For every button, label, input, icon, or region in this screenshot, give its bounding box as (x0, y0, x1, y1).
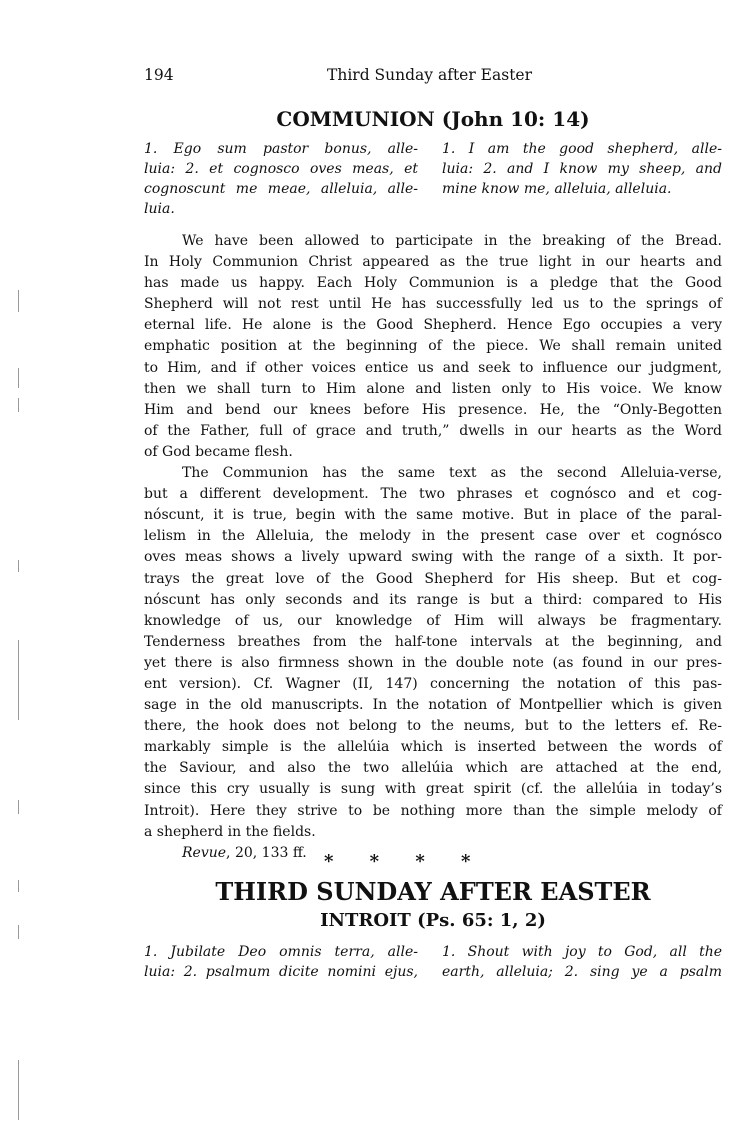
text-line: ent version). Cf. Wagner (II, 147) concerning the notation of this pas- (144, 675, 722, 692)
latin-column (144, 139, 418, 219)
introit-heading: INTROIT (Ps. 65: 1, 2) (320, 910, 546, 931)
latin-line: luia. (144, 201, 175, 217)
english-line: 1. Shout with joy to God, all the (442, 944, 722, 960)
latin-column (144, 942, 418, 982)
text-line: sage in the old manuscripts. In the notation of Montpellier which is given (144, 697, 722, 714)
text-line: oves meas shows a lively upward swing with the range of a sixth. It por- (144, 549, 722, 566)
text-line: We have been allowed to participate in the breaking of the Bread. (182, 233, 722, 249)
text-line: of the Father, full of grace and truth,” dwells in our hearts as the Word (144, 422, 722, 439)
text-line: Shepherd will not rest until He has successfully led us to the springs of (144, 296, 722, 313)
english-line: earth, alleluia; 2. sing ye a psalm (442, 964, 722, 980)
text-line: knowledge of us, our knowledge of Him will always be fragmentary. (144, 612, 722, 629)
text-line: nóscunt has only seconds and its range is but a third: compared to His (144, 591, 722, 608)
text-line: emphatic position at the beginning of the piece. We shall remain united (144, 338, 722, 355)
text-line: a shepherd in the fields. (144, 823, 316, 840)
communion-heading: COMMUNION (John 10: 14) (276, 107, 590, 131)
english-line: luia: 2. and I know my sheep, and (442, 161, 722, 177)
text-line: Tenderness breathes from the half-tone intervals at the beginning, and (144, 633, 722, 650)
running-title: Third Sunday after Easter (327, 66, 533, 84)
latin-line: 1. Ego sum pastor bonus, alle- (144, 141, 418, 157)
text-line: trays the great love of the Good Shepherd for His sheep. But et cog- (144, 570, 722, 587)
text-line: has made us happy. Each Holy Communion is a pledge that the Good (144, 275, 722, 292)
reference-location: , 20, 133 ff. (226, 844, 307, 861)
latin-line: luia: 2. et cognosco oves meas, et (144, 161, 418, 177)
text-line: of God became flesh. (144, 443, 293, 460)
section-separator: * * * * (324, 851, 471, 872)
text-line: lelism in the Alleluia, the melody in the present case over et cognósco (144, 528, 722, 545)
text-line: but a different development. The two phrases et cognósco and et cog- (144, 486, 722, 503)
scan-margin-marks (0, 0, 30, 1123)
text-line: In Holy Communion Christ appeared as the true light in our hearts and (144, 254, 722, 271)
text-line: yet there is also firmness shown in the double note (as found in our pres- (144, 654, 722, 671)
english-column (442, 942, 722, 982)
running-head (144, 66, 722, 88)
text-line: since this cry usually is sung with great spirit (cf. the allelúia in today’s (144, 781, 722, 798)
text-line: there, the hook does not belong to the neums, but to the letters ef. Re- (144, 718, 722, 735)
english-line: mine know me, alleluia, alleluia. (442, 181, 672, 197)
latin-line: luia: 2. psalmum dicite nomini ejus, (144, 964, 418, 980)
commentary (144, 231, 722, 864)
latin-line: cognoscunt me meae, alleluia, alle- (144, 181, 418, 197)
sunday-title: THIRD SUNDAY AFTER EASTER (215, 877, 651, 906)
text-line: Him and bend our knees before His presence. He, the “Only-Begotten (144, 401, 722, 418)
reference-work: Revue (182, 844, 227, 861)
page-number: 194 (144, 66, 174, 84)
text-line: the Saviour, and also the two allelúia which are attached at the end, (144, 760, 722, 777)
text-line: nóscunt, it is true, begin with the same motive. But in place of the paral- (144, 507, 722, 524)
english-column (442, 139, 722, 199)
text-line: Introit). Here they strive to be nothing more than the simple melody of (144, 802, 722, 819)
text-line: then we shall turn to Him alone and listen only to His voice. We know (144, 380, 722, 397)
text-line: eternal life. He alone is the Good Shepherd. Hence Ego occupies a very (144, 317, 722, 334)
text-line: to Him, and if other voices entice us and seek to influence our judgment, (144, 359, 722, 376)
text-line: markably simple is the allelúia which is inserted between the words of (144, 739, 722, 756)
latin-line: 1. Jubilate Deo omnis terra, alle- (144, 944, 418, 960)
english-line: 1. I am the good shepherd, alle- (442, 141, 722, 157)
text-line: The Communion has the same text as the second Alleluia-verse, (182, 465, 722, 482)
